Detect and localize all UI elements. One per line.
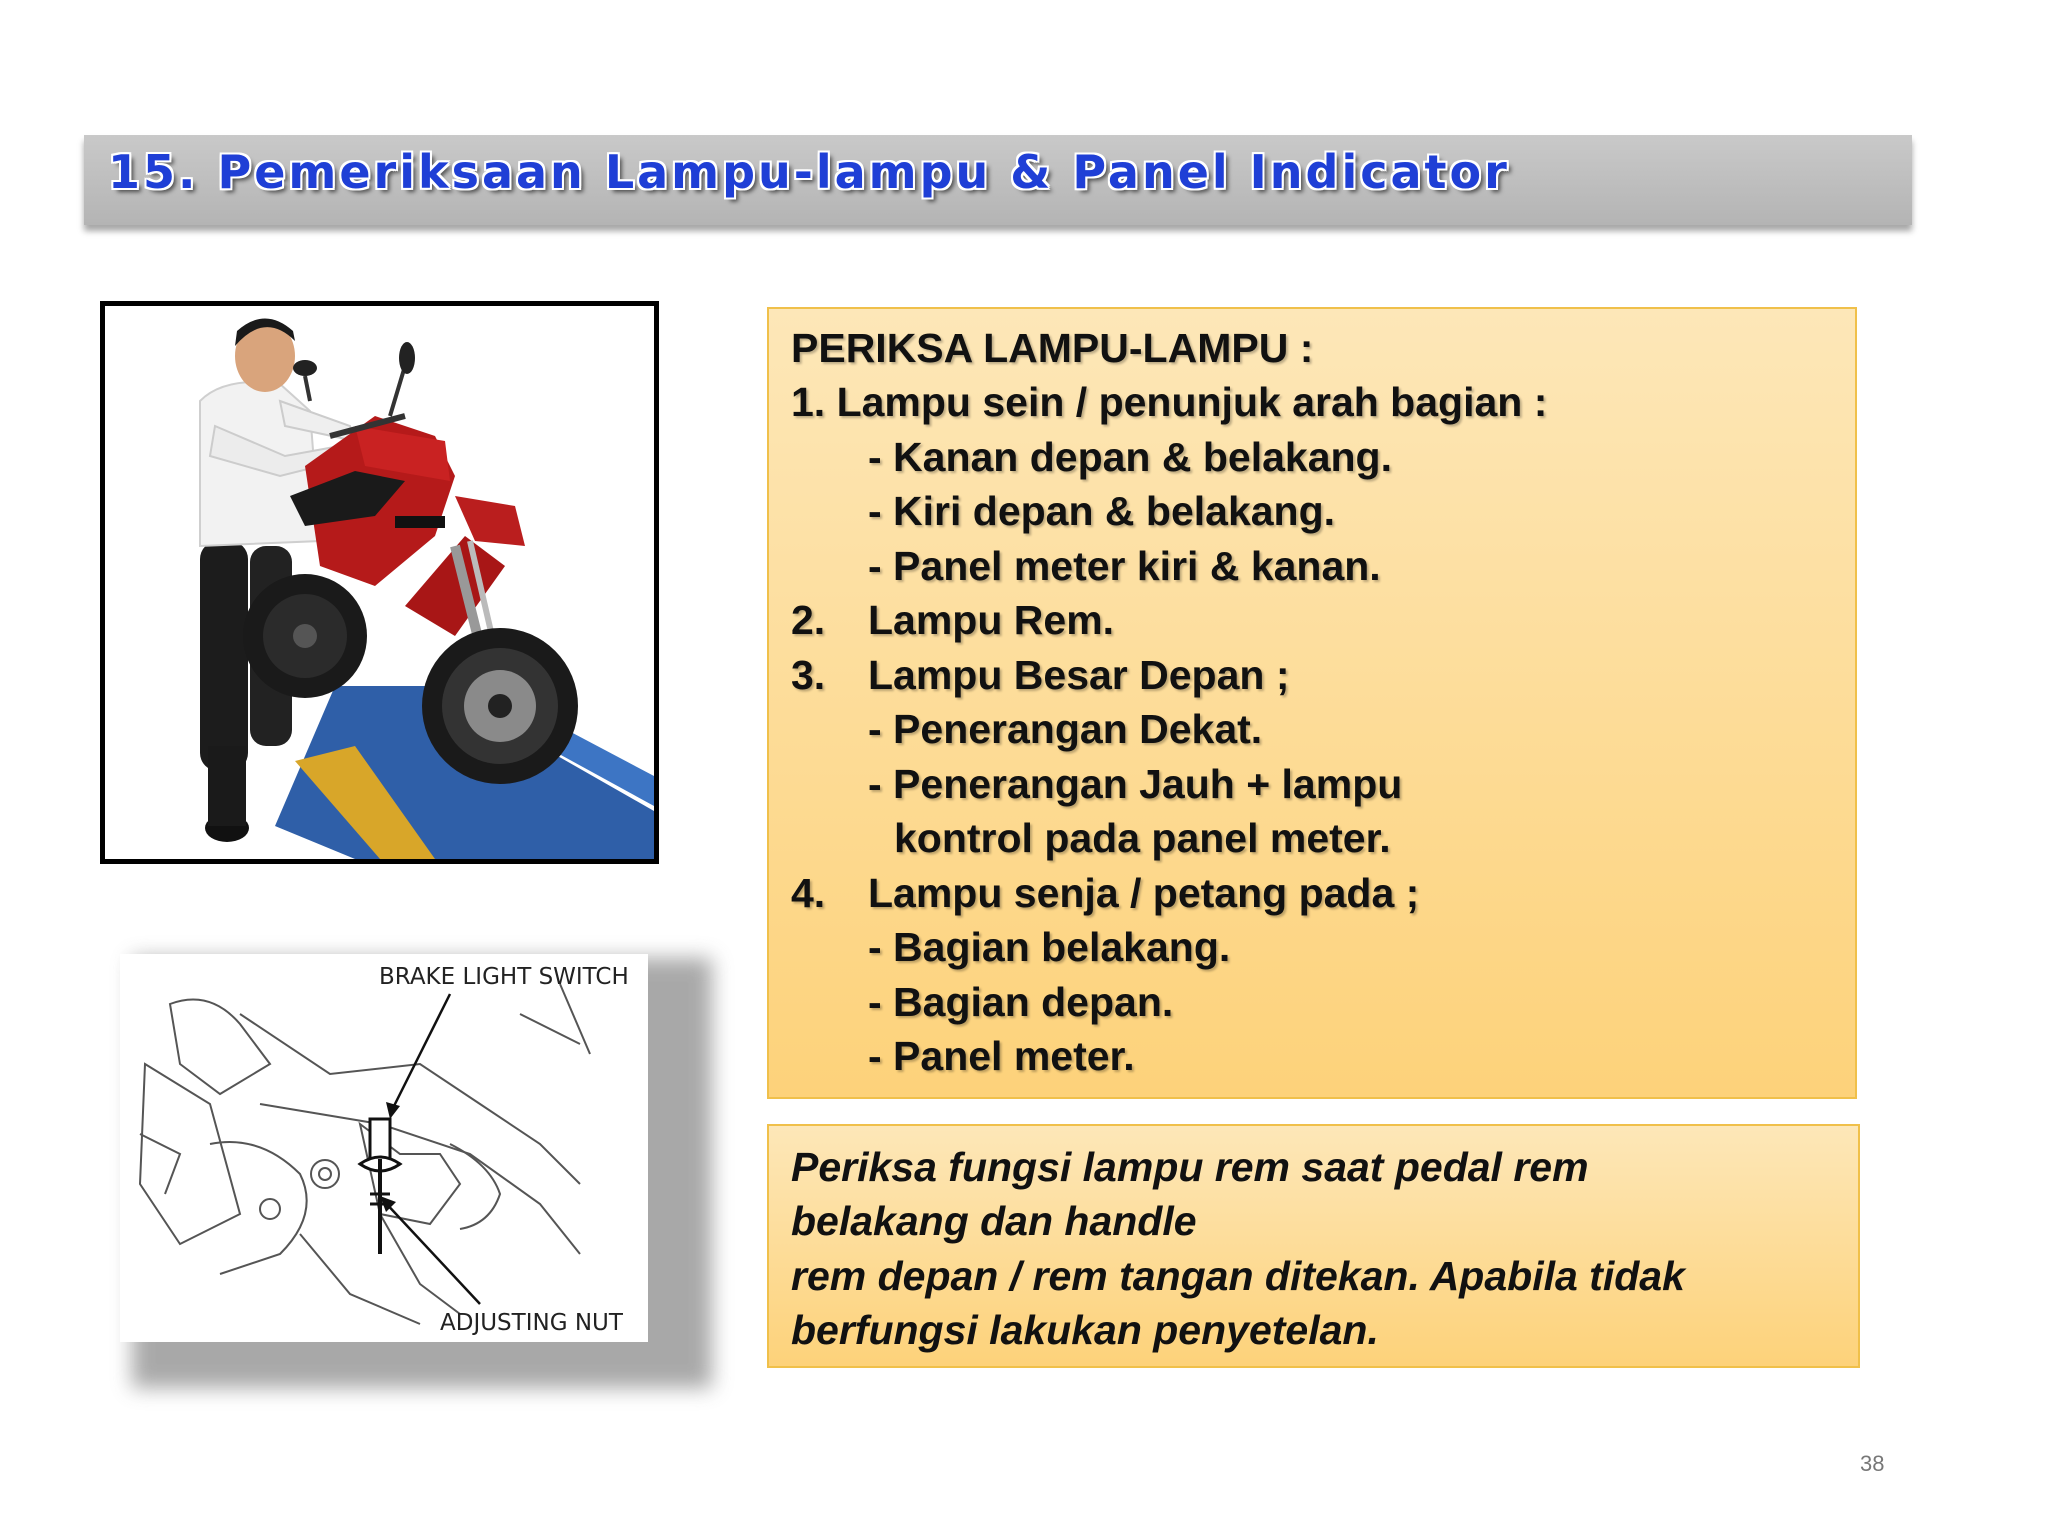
note-line-1: Periksa fungsi lampu rem saat pedal rem	[791, 1144, 1589, 1190]
checklist-item-3a: - Penerangan Dekat.	[868, 706, 1263, 752]
checklist-item-4c: - Panel meter.	[868, 1033, 1135, 1079]
checklist-item-1c: - Panel meter kiri & kanan.	[868, 543, 1381, 589]
checklist-item-4: Lampu senja / petang pada ;	[868, 870, 1420, 916]
slide-title: 15. Pemeriksaan Lampu-lampu & Panel Indicator	[108, 145, 1510, 199]
brake-light-switch-diagram	[120, 954, 648, 1342]
checklist-item-3b-continued: kontrol pada panel meter.	[894, 815, 1391, 861]
checklist-panel	[767, 307, 1857, 1099]
checklist-item-2-number: 2.	[791, 597, 826, 643]
note-line-4: berfungsi lakukan penyetelan.	[791, 1307, 1379, 1353]
motorcycle-photo	[100, 301, 659, 864]
checklist-item-1: 1. Lampu sein / penunjuk arah bagian :	[791, 379, 1548, 425]
brake-light-switch-label: BRAKE LIGHT SWITCH	[379, 964, 629, 990]
adjusting-nut-label: ADJUSTING NUT	[440, 1310, 623, 1336]
page-number: 38	[1860, 1451, 1885, 1476]
checklist-item-1b: - Kiri depan & belakang.	[868, 488, 1336, 534]
checklist-item-2: Lampu Rem.	[868, 597, 1115, 643]
note-line-3: rem depan / rem tangan ditekan. Apabila tidak	[791, 1253, 1685, 1299]
checklist-item-3-number: 3.	[791, 652, 826, 698]
checklist-item-1a: - Kanan depan & belakang.	[868, 434, 1392, 480]
checklist-item-3: Lampu Besar Depan ;	[868, 652, 1290, 698]
mechanic-motorcycle-illustration	[105, 306, 654, 859]
brake-switch-line-drawing	[120, 954, 648, 1342]
checklist-item-4b: - Bagian depan.	[868, 979, 1174, 1025]
note-line-2: belakang dan handle	[791, 1198, 1197, 1244]
checklist-item-3b: - Penerangan Jauh + lampu	[868, 761, 1403, 807]
brake-check-note	[767, 1124, 1860, 1368]
title-bar	[84, 135, 1912, 225]
checklist-item-4-number: 4.	[791, 870, 826, 916]
checklist-item-4a: - Bagian belakang.	[868, 924, 1231, 970]
checklist-heading: PERIKSA LAMPU-LAMPU :	[791, 325, 1314, 371]
